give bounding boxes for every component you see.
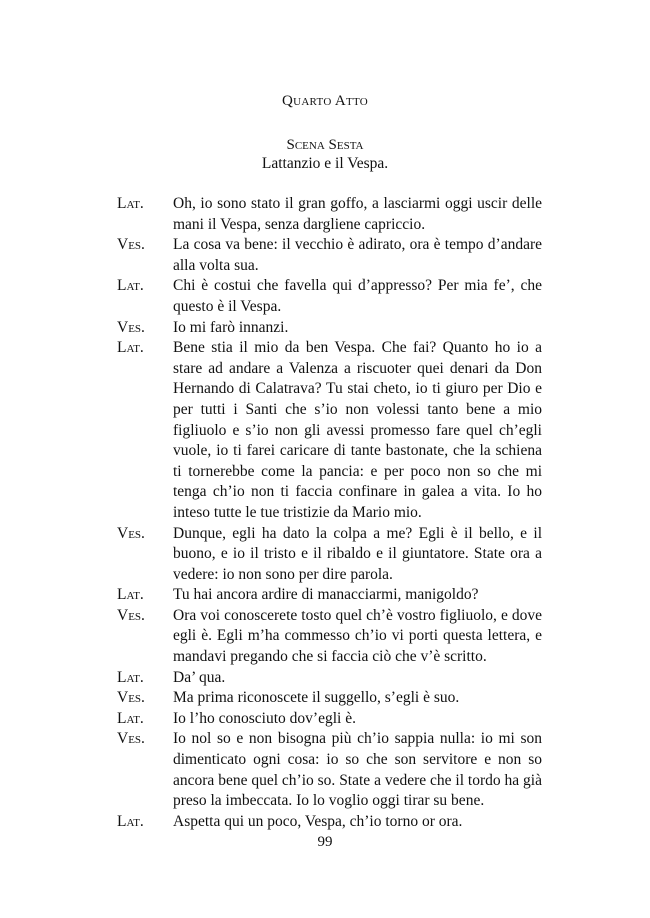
speech-text: Bene stia il mio da ben Vespa. Che fai? Quanto ho io a stare ad andare a Valenza a riscuoter quei denari da Don Hernando di Calatrava? Tu stai cheto, io ti giuro per Dio e per tutti i Santi che s’io non volessi tanto bene a mio figliuolo e s’io non gli avessi promesso fare quel ch’egli vuole, io ti farei caricare di tante bastonate, che la schiena ti tornerebbe come la pancia: e per poco non so che mi tenga ch’io non ti faccia confinare in galea a vita. Io ho inteso tutte le tue tristizie da Mario mio. <box>173 339 542 521</box>
dialogue-line <box>117 235 542 276</box>
dialogue-line <box>117 524 542 586</box>
speech-text: La cosa va bene: il vecchio è adirato, ora è tempo d’andare alla volta sua. <box>173 236 542 274</box>
speaker-label: Ves. <box>117 524 145 542</box>
speech-text: Chi è costui che favella qui d’appresso? Per mia fe’, che questo è il Vespa. <box>173 277 542 315</box>
speaker-label: Lat. <box>117 586 144 604</box>
speaker-label: Lat. <box>117 668 144 686</box>
speaker-label: Ves. <box>117 730 145 748</box>
dialogue <box>117 194 542 832</box>
dialogue-line <box>117 276 542 317</box>
dialogue-line <box>117 729 542 811</box>
speech-text: Tu hai ancora ardire di manacciarmi, manigoldo? <box>173 586 479 604</box>
speaker-label: Ves. <box>117 318 145 336</box>
dialogue-line <box>117 606 542 668</box>
speaker-label: Ves. <box>117 689 145 707</box>
page-number: 99 <box>317 834 333 850</box>
scene-characters: Lattanzio e il Vespa. <box>261 155 389 172</box>
act-title: Quarto Atto <box>281 93 369 109</box>
speech-text: Aspetta qui un poco, Vespa, ch’io torno or ora. <box>173 812 463 830</box>
speaker-label: Lat. <box>117 195 144 212</box>
speech-text: Dunque, egli ha dato la colpa a me? Egli è il bello, e il buono, e io il tristo e il ribaldo e il giuntatore. State ora a vedere: io non sono per dire parola. <box>173 524 542 583</box>
dialogue-line <box>117 194 542 235</box>
dialogue-line <box>117 812 542 833</box>
dialogue-line <box>117 318 542 339</box>
speaker-label: Lat. <box>117 339 144 357</box>
speaker-label: Lat. <box>117 277 144 295</box>
speech-text: Io nol so e non bisogna più ch’io sappia nulla: io mi son dimenticato ogni cosa: io so che son servitore e non so ancora bene quel ch’io so. State a vedere che il tordo ha già preso la imbeccata. Io lo voglio oggi tirar su bene. <box>173 730 542 810</box>
speech-text: Io mi farò innanzi. <box>173 318 289 336</box>
speech-text: Da’ qua. <box>173 668 226 686</box>
dialogue-line <box>117 688 542 709</box>
scene-title: Scena Sesta <box>286 137 364 153</box>
speaker-label: Ves. <box>117 236 145 254</box>
speaker-label: Lat. <box>117 812 144 830</box>
speech-text: Io l’ho conosciuto dov’egli è. <box>173 709 356 727</box>
dialogue-line <box>117 585 542 606</box>
dialogue-line <box>117 338 542 523</box>
dialogue-line <box>117 709 542 730</box>
speaker-label: Lat. <box>117 709 144 727</box>
dialogue-line <box>117 668 542 689</box>
speech-text: Ma prima riconoscete il suggello, s’egli è suo. <box>173 689 460 707</box>
speech-text: Oh, io sono stato il gran goffo, a lasciarmi oggi uscir delle mani il Vespa, senza dargliene capriccio. <box>173 195 542 233</box>
speaker-label: Ves. <box>117 606 145 624</box>
speech-text: Ora voi conoscerete tosto quel ch’è vostro figliuolo, e dove egli è. Egli m’ha commesso ch’io vi porti questa lettera, e mandavi pregando che si faccia ciò che v’è scritto. <box>173 606 542 666</box>
